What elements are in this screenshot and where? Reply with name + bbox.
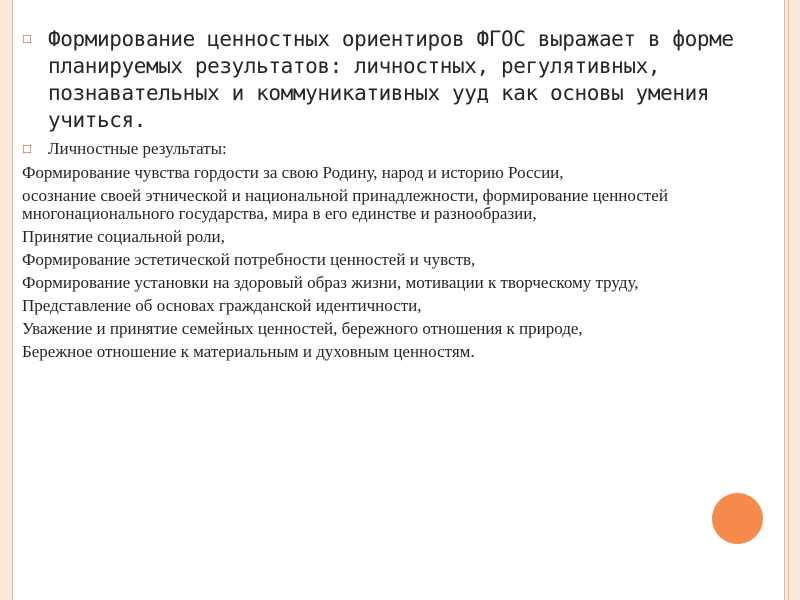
bullet-item-personal-results <box>22 140 742 158</box>
result-item: Уважение и принятие семейных ценностей, бережного отношения к природе, <box>22 319 583 338</box>
result-item: Бережное отношение к материальным и духовным ценностям. <box>22 342 475 361</box>
result-item: Представление об основах гражданской идентичности, <box>22 296 422 315</box>
result-item: Формирование эстетической потребности ценностей и чувств, <box>22 250 476 269</box>
right-border-line <box>784 0 785 600</box>
bullet-item-fgos <box>22 26 742 134</box>
result-item: Формирование установки на здоровый образ жизни, мотивации к творческому труду, <box>22 273 639 292</box>
result-item: осознание своей этнической и национальной принадлежности, формирование ценностей многонационального государства, мира в его единстве и разнообразии, <box>22 186 668 223</box>
box-bullet-icon: ☐ <box>22 33 32 46</box>
decorative-circle <box>712 493 763 544</box>
result-item: Принятие социальной роли, <box>22 227 225 246</box>
result-item: Формирование чувства гордости за свою Родину, народ и историю России, <box>22 163 564 182</box>
personal-results-heading: Личностные результаты: <box>48 139 227 158</box>
left-border-line <box>12 0 13 600</box>
results-list <box>22 164 742 361</box>
box-bullet-icon: ☐ <box>22 143 32 156</box>
fgos-paragraph: Формирование ценностных ориентиров ФГОС выражает в форме планируемых результатов: личностных, регулятивных, познавательных и коммуникативных ууд как основы умения учиться. <box>48 27 734 132</box>
slide-content <box>22 26 742 366</box>
right-border-line-outer <box>788 0 789 600</box>
